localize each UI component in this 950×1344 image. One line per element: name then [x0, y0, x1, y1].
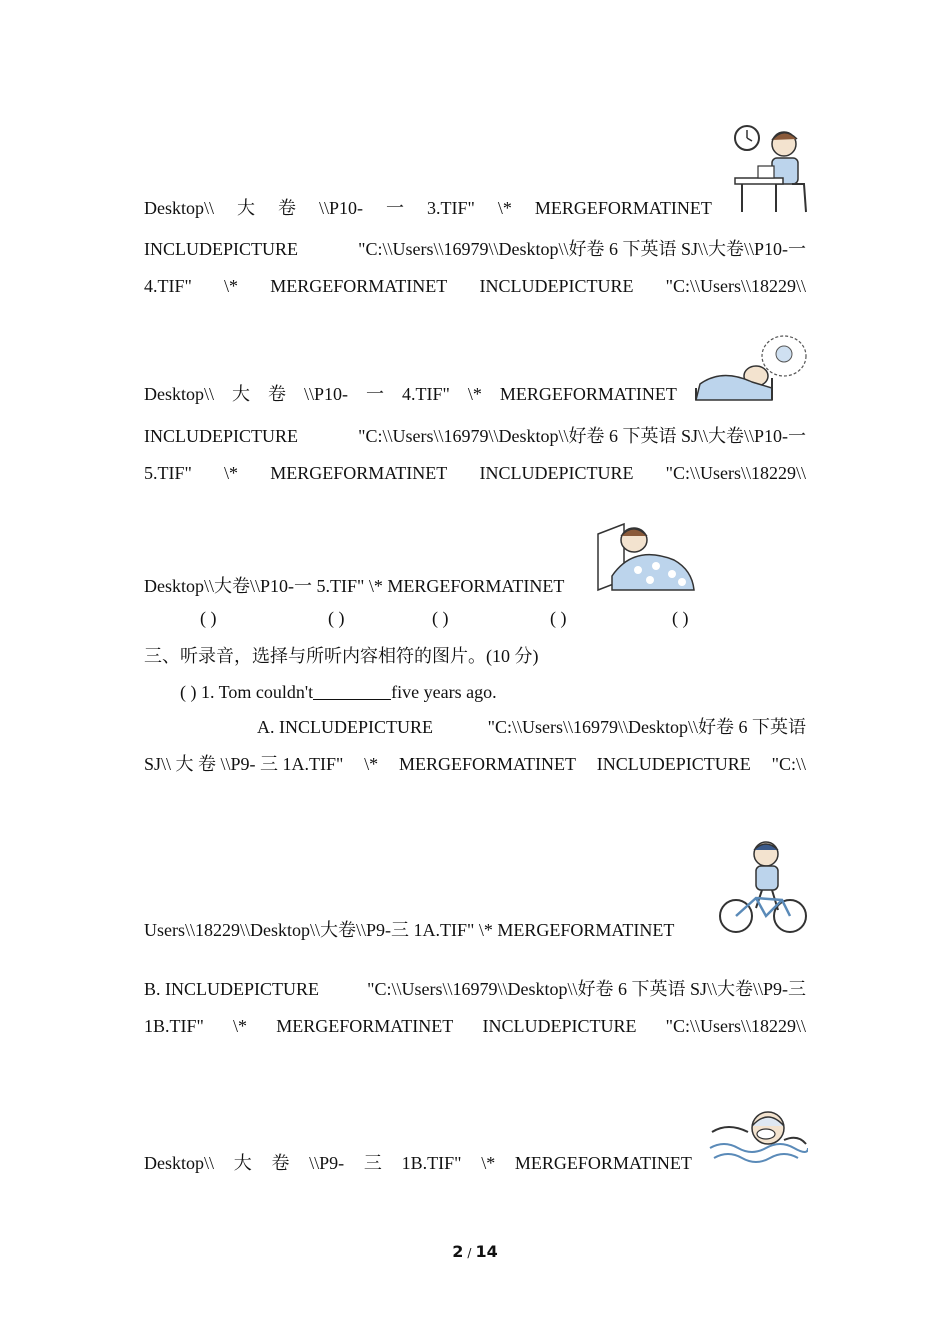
text-token: 5.TIF": [144, 463, 192, 483]
text-token: 4.TIF": [402, 384, 450, 404]
text-token: 1B.TIF": [401, 1153, 462, 1173]
text-token: MERGEFORMATINET: [270, 463, 448, 483]
text-row: [144, 977, 806, 1001]
answer-paren: ( ): [432, 608, 449, 628]
text-row: Desktop\\大卷\\P10-一 5.TIF" \* MERGEFORMATINET: [144, 576, 565, 596]
option-a-text: A. INCLUDEPICTURE: [257, 717, 433, 737]
text-token: 大: [232, 384, 250, 404]
question-1-stem: ( ) 1. Tom couldn't: [180, 682, 314, 702]
text-token: 卷: [271, 1153, 290, 1173]
text-token: "C:\\Users\\16979\\Desktop\\好卷 6 下英语: [487, 717, 806, 737]
text-token: Desktop\\: [144, 198, 214, 218]
text-token: 一: [366, 384, 385, 404]
text-token: "C:\\Users\\18229\\: [665, 463, 806, 483]
text-token: 4.TIF": [144, 276, 192, 296]
text-token: 一: [386, 198, 405, 218]
text-token: Desktop\\: [144, 1153, 214, 1173]
text-token: 3.TIF": [427, 198, 475, 218]
text-token: INCLUDEPICTURE: [596, 754, 751, 774]
text-row: [144, 752, 806, 776]
text-token: \*: [467, 384, 482, 404]
text-row: [144, 196, 712, 220]
total-pages: 14: [475, 1242, 498, 1261]
text-token: \*: [481, 1153, 496, 1173]
text-token: \\P10-: [319, 198, 364, 218]
child-in-bed-waking-picture: [594, 520, 696, 594]
answer-paren: ( ): [550, 608, 567, 628]
answer-paren: ( ): [200, 608, 217, 628]
page-separator: /: [467, 1246, 472, 1260]
page-number: [0, 1242, 950, 1261]
answer-paren: ( ): [328, 608, 345, 628]
question-1: [180, 680, 842, 704]
text-token: MERGEFORMATINET: [398, 754, 576, 774]
current-page: 2: [452, 1242, 464, 1261]
text-row: [144, 274, 806, 298]
boy-waking-clock-picture: [730, 122, 810, 214]
text-token: MERGEFORMATINET: [270, 276, 448, 296]
text-token: INCLUDEPICTURE: [144, 426, 298, 446]
text-token: "C:\\Users\\16979\\Desktop\\好卷 6 下英语 SJ\\大卷\\P10-一: [358, 426, 806, 446]
text-token: 卷: [278, 198, 296, 218]
text-row: [144, 237, 806, 261]
text-row: [144, 424, 806, 448]
text-token: Desktop\\: [144, 384, 214, 404]
text-row: [144, 382, 677, 406]
text-token: 大: [233, 1153, 252, 1173]
text-token: INCLUDEPICTURE: [479, 463, 634, 483]
text-row: [144, 1151, 692, 1175]
text-token: INCLUDEPICTURE: [144, 239, 298, 259]
text-token: 大: [237, 198, 255, 218]
text-token: "C:\\: [771, 754, 806, 774]
text-token: MERGEFORMATINET: [534, 198, 712, 218]
child-sleeping-dreaming-picture: [692, 332, 810, 402]
text-token: \\P10-: [304, 384, 349, 404]
text-token: "C:\\Users\\16979\\Desktop\\好卷 6 下英语 SJ\\大卷\\P10-一: [358, 239, 806, 259]
text-token: SJ\\ 大 卷 \\P9- 三 1A.TIF": [144, 754, 344, 774]
text-token: "C:\\Users\\18229\\: [665, 276, 806, 296]
text-row: Users\\18229\\Desktop\\大卷\\P9-三 1A.TIF" \* MERGEFORMATINET: [144, 920, 675, 940]
text-token: 三: [363, 1153, 382, 1173]
text-token: MERGEFORMATINET: [276, 1016, 454, 1036]
section-heading: 三、听录音，选择与所听内容相符的图片。(10 分): [144, 646, 539, 666]
text-token: 1B.TIF": [144, 1016, 204, 1036]
text-token: B. INCLUDEPICTURE: [144, 979, 319, 999]
text-token: \*: [233, 1016, 248, 1036]
text-token: \*: [497, 198, 512, 218]
boy-swimming-picture: [708, 1104, 808, 1168]
text-token: MERGEFORMATINET: [514, 1153, 692, 1173]
text-token: \*: [364, 754, 379, 774]
text-row: [144, 1014, 806, 1038]
text-row: [144, 461, 806, 485]
answer-paren: ( ): [672, 608, 689, 628]
text-token: \*: [224, 463, 239, 483]
question-1-rest: five years ago.: [391, 682, 497, 702]
boy-riding-bike-picture: [716, 838, 810, 936]
text-token: MERGEFORMATINET: [499, 384, 677, 404]
text-token: \\P9-: [309, 1153, 345, 1173]
answer-blank[interactable]: [313, 681, 391, 700]
text-row: [257, 715, 806, 739]
text-token: INCLUDEPICTURE: [482, 1016, 637, 1036]
text-token: "C:\\Users\\16979\\Desktop\\好卷 6 下英语 SJ\\大卷\\P9-三: [367, 979, 806, 999]
text-token: \*: [224, 276, 239, 296]
text-token: INCLUDEPICTURE: [479, 276, 634, 296]
text-token: "C:\\Users\\18229\\: [665, 1016, 806, 1036]
text-token: 卷: [268, 384, 286, 404]
